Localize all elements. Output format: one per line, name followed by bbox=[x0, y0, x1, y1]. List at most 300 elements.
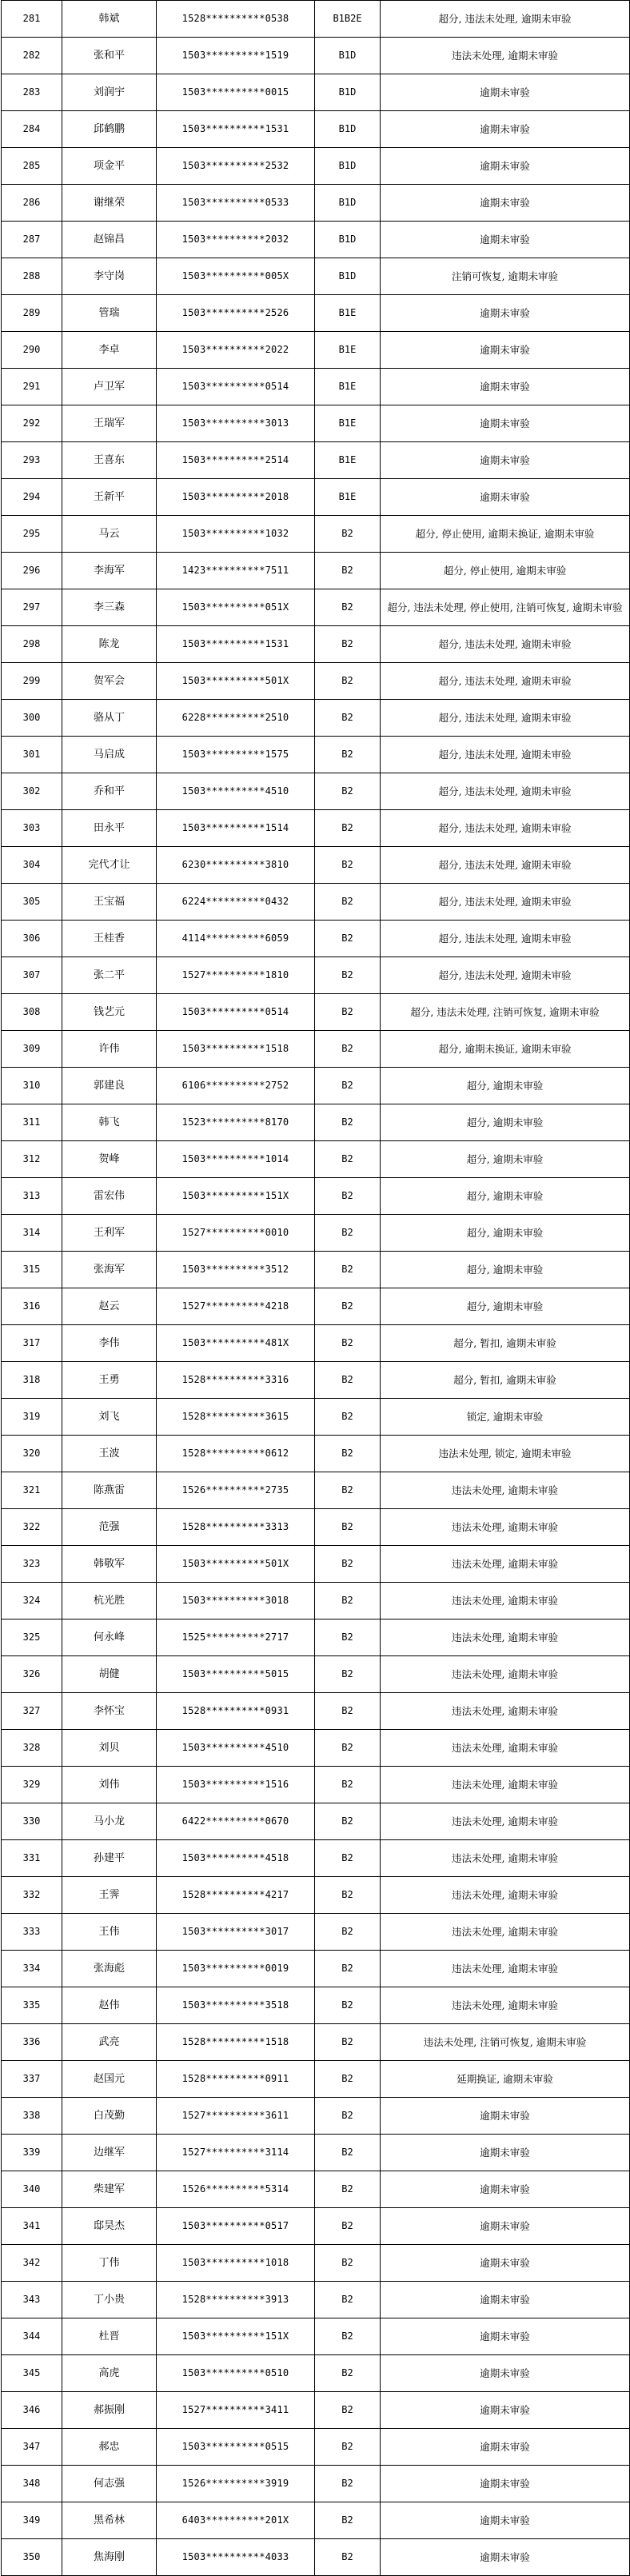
license-status: 违法未处理, 逾期未审验 bbox=[381, 1472, 630, 1509]
row-number: 349 bbox=[2, 2502, 62, 2539]
table-row bbox=[2, 1399, 630, 1436]
driver-name: 张二平 bbox=[62, 957, 157, 994]
license-class: B2 bbox=[315, 1104, 381, 1141]
id-number: 6106**********2752 bbox=[157, 1068, 315, 1104]
driver-name: 郭建良 bbox=[62, 1068, 157, 1104]
license-class: B2 bbox=[315, 2502, 381, 2539]
table-body bbox=[2, 1, 630, 2576]
row-number: 294 bbox=[2, 479, 62, 516]
row-number: 284 bbox=[2, 111, 62, 148]
driver-name: 项金平 bbox=[62, 148, 157, 185]
license-class: B2 bbox=[315, 994, 381, 1031]
id-number: 1527**********4218 bbox=[157, 1288, 315, 1325]
id-number: 1503**********1032 bbox=[157, 516, 315, 553]
table-row bbox=[2, 222, 630, 258]
license-class: B2 bbox=[315, 1951, 381, 1987]
driver-name: 柴建军 bbox=[62, 2171, 157, 2208]
table-row bbox=[2, 1840, 630, 1877]
license-class: B2 bbox=[315, 1546, 381, 1583]
driver-name: 邸昊杰 bbox=[62, 2208, 157, 2245]
id-number: 1528**********4217 bbox=[157, 1877, 315, 1914]
license-class: B1D bbox=[315, 148, 381, 185]
row-number: 317 bbox=[2, 1325, 62, 1362]
license-class: B2 bbox=[315, 2024, 381, 2061]
license-status: 逾期未审验 bbox=[381, 2098, 630, 2135]
table-row bbox=[2, 1987, 630, 2024]
id-number: 1503**********5015 bbox=[157, 1656, 315, 1693]
license-class: B1D bbox=[315, 185, 381, 222]
license-class: B2 bbox=[315, 2466, 381, 2502]
driver-name: 王勇 bbox=[62, 1362, 157, 1399]
driver-name: 杜晋 bbox=[62, 2318, 157, 2355]
driver-name: 陈龙 bbox=[62, 626, 157, 663]
license-class: B1E bbox=[315, 442, 381, 479]
id-number: 1503**********0517 bbox=[157, 2208, 315, 2245]
row-number: 282 bbox=[2, 38, 62, 74]
table-row bbox=[2, 1141, 630, 1178]
license-class: B2 bbox=[315, 2318, 381, 2355]
license-class: B2 bbox=[315, 1031, 381, 1068]
license-status: 超分, 逾期未审验 bbox=[381, 1215, 630, 1252]
id-number: 1528**********3913 bbox=[157, 2282, 315, 2318]
license-class: B2 bbox=[315, 1693, 381, 1730]
table-row bbox=[2, 1472, 630, 1509]
table-row bbox=[2, 405, 630, 442]
license-class: B2 bbox=[315, 2208, 381, 2245]
license-class: B1B2E bbox=[315, 1, 381, 38]
row-number: 285 bbox=[2, 148, 62, 185]
id-number: 1527**********3114 bbox=[157, 2135, 315, 2171]
license-status: 逾期未审验 bbox=[381, 479, 630, 516]
table-row bbox=[2, 663, 630, 700]
driver-name: 王瑞军 bbox=[62, 405, 157, 442]
driver-name: 范强 bbox=[62, 1509, 157, 1546]
table-row bbox=[2, 1951, 630, 1987]
license-status: 超分, 逾期未审验 bbox=[381, 1252, 630, 1288]
driver-name: 杭光胜 bbox=[62, 1583, 157, 1619]
license-status: 超分, 停止使用, 逾期未换证, 逾期未审验 bbox=[381, 516, 630, 553]
driver-name: 赵国元 bbox=[62, 2061, 157, 2098]
row-number: 339 bbox=[2, 2135, 62, 2171]
row-number: 334 bbox=[2, 1951, 62, 1987]
id-number: 1503**********0510 bbox=[157, 2355, 315, 2392]
license-class: B2 bbox=[315, 1436, 381, 1472]
license-class: B2 bbox=[315, 2061, 381, 2098]
id-number: 1503**********2526 bbox=[157, 295, 315, 332]
driver-name: 王桂香 bbox=[62, 921, 157, 957]
license-status: 逾期未审验 bbox=[381, 405, 630, 442]
license-class: B1D bbox=[315, 38, 381, 74]
row-number: 292 bbox=[2, 405, 62, 442]
license-status: 违法未处理, 逾期未审验 bbox=[381, 1840, 630, 1877]
row-number: 330 bbox=[2, 1803, 62, 1840]
row-number: 348 bbox=[2, 2466, 62, 2502]
id-number: 1503**********151X bbox=[157, 2318, 315, 2355]
id-number: 1528**********1518 bbox=[157, 2024, 315, 2061]
row-number: 307 bbox=[2, 957, 62, 994]
license-status: 逾期未审验 bbox=[381, 2466, 630, 2502]
table-row bbox=[2, 1436, 630, 1472]
driver-name: 刘飞 bbox=[62, 1399, 157, 1436]
table-row bbox=[2, 38, 630, 74]
row-number: 295 bbox=[2, 516, 62, 553]
license-status: 超分, 违法未处理, 逾期未审验 bbox=[381, 626, 630, 663]
license-class: B1E bbox=[315, 295, 381, 332]
id-number: 6230**********3810 bbox=[157, 847, 315, 884]
row-number: 286 bbox=[2, 185, 62, 222]
driver-name: 李海军 bbox=[62, 553, 157, 589]
license-class: B1D bbox=[315, 258, 381, 295]
license-status: 超分, 逾期未换证, 逾期未审验 bbox=[381, 1031, 630, 1068]
license-status: 超分, 违法未处理, 逾期未审验 bbox=[381, 921, 630, 957]
row-number: 289 bbox=[2, 295, 62, 332]
id-number: 1423**********7511 bbox=[157, 553, 315, 589]
table-row bbox=[2, 74, 630, 111]
license-class: B2 bbox=[315, 1068, 381, 1104]
id-number: 1503**********151X bbox=[157, 1178, 315, 1215]
id-number: 1503**********0514 bbox=[157, 994, 315, 1031]
license-status: 超分, 违法未处理, 停止使用, 注销可恢复, 逾期未审验 bbox=[381, 589, 630, 626]
driver-name: 谢继荣 bbox=[62, 185, 157, 222]
license-status: 注销可恢复, 逾期未审验 bbox=[381, 258, 630, 295]
row-number: 310 bbox=[2, 1068, 62, 1104]
license-class: B2 bbox=[315, 2355, 381, 2392]
license-class: B1E bbox=[315, 369, 381, 405]
row-number: 336 bbox=[2, 2024, 62, 2061]
table-row bbox=[2, 589, 630, 626]
id-number: 1528**********0931 bbox=[157, 1693, 315, 1730]
row-number: 281 bbox=[2, 1, 62, 38]
license-class: B2 bbox=[315, 921, 381, 957]
license-class: B2 bbox=[315, 1399, 381, 1436]
driver-name: 王喜东 bbox=[62, 442, 157, 479]
row-number: 340 bbox=[2, 2171, 62, 2208]
table-row bbox=[2, 2245, 630, 2282]
table-row bbox=[2, 148, 630, 185]
row-number: 298 bbox=[2, 626, 62, 663]
license-status: 超分, 逾期未审验 bbox=[381, 1141, 630, 1178]
id-number: 1503**********0015 bbox=[157, 74, 315, 111]
row-number: 308 bbox=[2, 994, 62, 1031]
driver-name: 郝忠 bbox=[62, 2429, 157, 2466]
table-row bbox=[2, 111, 630, 148]
table-row bbox=[2, 2024, 630, 2061]
license-status: 违法未处理, 逾期未审验 bbox=[381, 1546, 630, 1583]
row-number: 326 bbox=[2, 1656, 62, 1693]
id-number: 1523**********8170 bbox=[157, 1104, 315, 1141]
table-row bbox=[2, 1914, 630, 1951]
row-number: 344 bbox=[2, 2318, 62, 2355]
license-class: B2 bbox=[315, 1362, 381, 1399]
row-number: 347 bbox=[2, 2429, 62, 2466]
license-status: 违法未处理, 逾期未审验 bbox=[381, 1803, 630, 1840]
table-row bbox=[2, 2098, 630, 2135]
driver-name: 张和平 bbox=[62, 38, 157, 74]
driver-name: 丁小贵 bbox=[62, 2282, 157, 2318]
row-number: 304 bbox=[2, 847, 62, 884]
license-status: 逾期未审验 bbox=[381, 2502, 630, 2539]
license-class: B2 bbox=[315, 1730, 381, 1767]
license-class: B2 bbox=[315, 1252, 381, 1288]
id-number: 1503**********2514 bbox=[157, 442, 315, 479]
license-class: B2 bbox=[315, 884, 381, 921]
id-number: 1527**********0010 bbox=[157, 1215, 315, 1252]
id-number: 1503**********1519 bbox=[157, 38, 315, 74]
table-row bbox=[2, 1068, 630, 1104]
license-class: B1D bbox=[315, 74, 381, 111]
id-number: 1503**********0514 bbox=[157, 369, 315, 405]
row-number: 325 bbox=[2, 1619, 62, 1656]
table-row bbox=[2, 2539, 630, 2576]
driver-name: 韩斌 bbox=[62, 1, 157, 38]
table-row bbox=[2, 700, 630, 737]
row-number: 283 bbox=[2, 74, 62, 111]
row-number: 350 bbox=[2, 2539, 62, 2576]
driver-name: 何永峰 bbox=[62, 1619, 157, 1656]
driver-name: 骆从丁 bbox=[62, 700, 157, 737]
driver-name: 何志强 bbox=[62, 2466, 157, 2502]
license-class: B2 bbox=[315, 1914, 381, 1951]
driver-name: 卢卫军 bbox=[62, 369, 157, 405]
license-status: 超分, 停止使用, 逾期未审验 bbox=[381, 553, 630, 589]
table-row bbox=[2, 1362, 630, 1399]
table-row bbox=[2, 479, 630, 516]
license-status: 超分, 逾期未审验 bbox=[381, 1104, 630, 1141]
row-number: 320 bbox=[2, 1436, 62, 1472]
row-number: 312 bbox=[2, 1141, 62, 1178]
row-number: 296 bbox=[2, 553, 62, 589]
license-status: 逾期未审验 bbox=[381, 295, 630, 332]
row-number: 291 bbox=[2, 369, 62, 405]
license-class: B2 bbox=[315, 2392, 381, 2429]
driver-name: 田永平 bbox=[62, 810, 157, 847]
driver-name: 贺峰 bbox=[62, 1141, 157, 1178]
driver-name: 张海彪 bbox=[62, 1951, 157, 1987]
driver-name: 马小龙 bbox=[62, 1803, 157, 1840]
id-number: 1503**********3518 bbox=[157, 1987, 315, 2024]
license-status: 超分, 违法未处理, 逾期未审验 bbox=[381, 1, 630, 38]
license-status: 违法未处理, 逾期未审验 bbox=[381, 38, 630, 74]
row-number: 342 bbox=[2, 2245, 62, 2282]
table-row bbox=[2, 2135, 630, 2171]
table-row bbox=[2, 1509, 630, 1546]
license-class: B2 bbox=[315, 700, 381, 737]
driver-name: 邱鹤鹏 bbox=[62, 111, 157, 148]
license-status: 超分, 违法未处理, 逾期未审验 bbox=[381, 810, 630, 847]
id-number: 1503**********481X bbox=[157, 1325, 315, 1362]
id-number: 1528**********3615 bbox=[157, 1399, 315, 1436]
row-number: 293 bbox=[2, 442, 62, 479]
driver-name: 赵伟 bbox=[62, 1987, 157, 2024]
license-class: B2 bbox=[315, 1178, 381, 1215]
id-number: 1503**********3013 bbox=[157, 405, 315, 442]
driver-name: 雷宏伟 bbox=[62, 1178, 157, 1215]
license-status: 超分, 逾期未审验 bbox=[381, 1288, 630, 1325]
license-status: 逾期未审验 bbox=[381, 369, 630, 405]
license-class: B2 bbox=[315, 2171, 381, 2208]
license-status: 锁定, 逾期未审验 bbox=[381, 1399, 630, 1436]
id-number: 1503**********3018 bbox=[157, 1583, 315, 1619]
license-class: B2 bbox=[315, 1509, 381, 1546]
table-row bbox=[2, 1, 630, 38]
id-number: 1503**********1514 bbox=[157, 810, 315, 847]
table-row bbox=[2, 258, 630, 295]
driver-name: 丁伟 bbox=[62, 2245, 157, 2282]
driver-name: 王霁 bbox=[62, 1877, 157, 1914]
table-row bbox=[2, 553, 630, 589]
driver-name: 王利军 bbox=[62, 1215, 157, 1252]
table-row bbox=[2, 2502, 630, 2539]
id-number: 1527**********3411 bbox=[157, 2392, 315, 2429]
driver-name: 李守岗 bbox=[62, 258, 157, 295]
table-row bbox=[2, 1252, 630, 1288]
license-status: 超分, 违法未处理, 逾期未审验 bbox=[381, 737, 630, 773]
license-class: B2 bbox=[315, 1656, 381, 1693]
license-status: 逾期未审验 bbox=[381, 2135, 630, 2171]
driver-name: 王伟 bbox=[62, 1914, 157, 1951]
license-status: 违法未处理, 逾期未审验 bbox=[381, 1951, 630, 1987]
driver-name: 胡健 bbox=[62, 1656, 157, 1693]
driver-name: 贺军会 bbox=[62, 663, 157, 700]
license-class: B2 bbox=[315, 2539, 381, 2576]
row-number: 323 bbox=[2, 1546, 62, 1583]
id-number: 1503**********005X bbox=[157, 258, 315, 295]
table-row bbox=[2, 737, 630, 773]
id-number: 1503**********2022 bbox=[157, 332, 315, 369]
row-number: 329 bbox=[2, 1767, 62, 1803]
license-class: B2 bbox=[315, 1987, 381, 2024]
table-row bbox=[2, 1693, 630, 1730]
license-class: B1E bbox=[315, 479, 381, 516]
license-class: B2 bbox=[315, 1767, 381, 1803]
row-number: 332 bbox=[2, 1877, 62, 1914]
row-number: 290 bbox=[2, 332, 62, 369]
id-number: 1525**********2717 bbox=[157, 1619, 315, 1656]
table-row bbox=[2, 2466, 630, 2502]
license-class: B2 bbox=[315, 1619, 381, 1656]
driver-name: 韩飞 bbox=[62, 1104, 157, 1141]
license-status: 逾期未审验 bbox=[381, 2392, 630, 2429]
row-number: 333 bbox=[2, 1914, 62, 1951]
license-class: B2 bbox=[315, 2429, 381, 2466]
driver-name: 马启成 bbox=[62, 737, 157, 773]
license-status: 逾期未审验 bbox=[381, 111, 630, 148]
license-class: B1D bbox=[315, 222, 381, 258]
driver-name: 韩敬军 bbox=[62, 1546, 157, 1583]
id-number: 1526**********3919 bbox=[157, 2466, 315, 2502]
id-number: 6422**********0670 bbox=[157, 1803, 315, 1840]
table-row bbox=[2, 921, 630, 957]
id-number: 1528**********3316 bbox=[157, 1362, 315, 1399]
table-row bbox=[2, 1803, 630, 1840]
row-number: 306 bbox=[2, 921, 62, 957]
license-class: B2 bbox=[315, 810, 381, 847]
row-number: 341 bbox=[2, 2208, 62, 2245]
table-row bbox=[2, 2208, 630, 2245]
license-class: B2 bbox=[315, 957, 381, 994]
table-row bbox=[2, 884, 630, 921]
driver-name: 王宝福 bbox=[62, 884, 157, 921]
table-row bbox=[2, 1104, 630, 1141]
driver-name: 王新平 bbox=[62, 479, 157, 516]
license-status: 超分, 暂扣, 逾期未审验 bbox=[381, 1362, 630, 1399]
table-row bbox=[2, 2429, 630, 2466]
table-row bbox=[2, 957, 630, 994]
driver-name: 钱艺元 bbox=[62, 994, 157, 1031]
driver-name: 郝振刚 bbox=[62, 2392, 157, 2429]
table-row bbox=[2, 332, 630, 369]
driver-name: 高虎 bbox=[62, 2355, 157, 2392]
license-class: B1E bbox=[315, 332, 381, 369]
row-number: 324 bbox=[2, 1583, 62, 1619]
table-row bbox=[2, 2171, 630, 2208]
id-number: 1503**********2018 bbox=[157, 479, 315, 516]
id-number: 1528**********0612 bbox=[157, 1436, 315, 1472]
table-row bbox=[2, 2061, 630, 2098]
id-number: 6224**********0432 bbox=[157, 884, 315, 921]
license-status: 逾期未审验 bbox=[381, 148, 630, 185]
table-row bbox=[2, 1583, 630, 1619]
row-number: 322 bbox=[2, 1509, 62, 1546]
license-status: 违法未处理, 逾期未审验 bbox=[381, 1877, 630, 1914]
driver-name: 李怀宝 bbox=[62, 1693, 157, 1730]
driver-name: 管瑞 bbox=[62, 295, 157, 332]
id-number: 1503**********4518 bbox=[157, 1840, 315, 1877]
id-number: 1526**********5314 bbox=[157, 2171, 315, 2208]
driver-name: 完代才让 bbox=[62, 847, 157, 884]
license-status: 逾期未审验 bbox=[381, 2429, 630, 2466]
id-number: 1528**********3313 bbox=[157, 1509, 315, 1546]
table-row bbox=[2, 1877, 630, 1914]
license-status: 逾期未审验 bbox=[381, 2171, 630, 2208]
table-row bbox=[2, 994, 630, 1031]
id-number: 4114**********6059 bbox=[157, 921, 315, 957]
license-class: B2 bbox=[315, 589, 381, 626]
table-row bbox=[2, 1031, 630, 1068]
license-class: B1D bbox=[315, 111, 381, 148]
license-class: B2 bbox=[315, 553, 381, 589]
id-number: 1503**********501X bbox=[157, 663, 315, 700]
license-status: 违法未处理, 逾期未审验 bbox=[381, 1914, 630, 1951]
table-row bbox=[2, 626, 630, 663]
license-class: B2 bbox=[315, 1583, 381, 1619]
driver-name: 刘润宇 bbox=[62, 74, 157, 111]
id-number: 1503**********2532 bbox=[157, 148, 315, 185]
id-number: 1503**********1014 bbox=[157, 1141, 315, 1178]
driver-name: 边继军 bbox=[62, 2135, 157, 2171]
id-number: 1503**********1575 bbox=[157, 737, 315, 773]
license-status: 超分, 违法未处理, 逾期未审验 bbox=[381, 773, 630, 810]
license-class: B2 bbox=[315, 847, 381, 884]
driver-name: 孙建平 bbox=[62, 1840, 157, 1877]
id-number: 1503**********4510 bbox=[157, 1730, 315, 1767]
row-number: 316 bbox=[2, 1288, 62, 1325]
driver-name: 黑希林 bbox=[62, 2502, 157, 2539]
license-class: B2 bbox=[315, 2245, 381, 2282]
row-number: 346 bbox=[2, 2392, 62, 2429]
driver-name: 马云 bbox=[62, 516, 157, 553]
id-number: 1503**********1018 bbox=[157, 2245, 315, 2282]
table-row bbox=[2, 442, 630, 479]
id-number: 1503**********3512 bbox=[157, 1252, 315, 1288]
row-number: 301 bbox=[2, 737, 62, 773]
license-class: B2 bbox=[315, 1472, 381, 1509]
license-class: B2 bbox=[315, 737, 381, 773]
license-status: 超分, 违法未处理, 逾期未审验 bbox=[381, 663, 630, 700]
license-status: 超分, 逾期未审验 bbox=[381, 1178, 630, 1215]
id-number: 1503**********501X bbox=[157, 1546, 315, 1583]
id-number: 6403**********201X bbox=[157, 2502, 315, 2539]
